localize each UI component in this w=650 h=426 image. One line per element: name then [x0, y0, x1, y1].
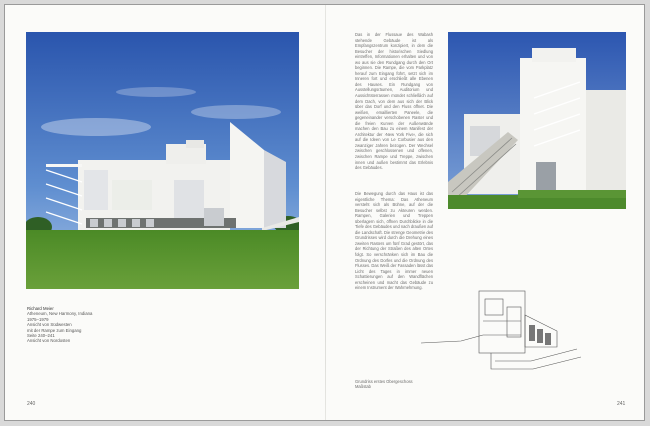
- page-gutter: [325, 5, 326, 420]
- caption-line: Ansicht von Südwesten: [27, 322, 72, 328]
- plan-caption: [355, 379, 455, 389]
- body-paragraph: Die Bewegung durch das Haus ist das eigentliche Thema: Das Atheneum versteht sich als Bühne, auf der die Besucher selbst zu Akteuren werden. Rampen, Galerien und Treppen überlagern sich, öffnen Durchblicke in die Tiefe des Gebäudes und nach draußen auf die Landschaft. Die strenge Geometrie des Grundrisses wird durch die Drehung eines zweiten Rasters um fünf Grad gestört, das der Richtung der Straßen des alten Ortes folgt. So verschränken sich im Bau die Ordnung des Dorfes und die Ordnung des Flusses. Das Weiß der Fassaden lässt das Licht des Tages in immer neuen Schattierungen auf den Wandflächen erscheinen und macht das Gebäude zu einem Instrument der Wahrnehmung.: [355, 191, 433, 291]
- stair-detail-photo: [448, 32, 626, 209]
- book-spread: [4, 4, 645, 421]
- caption-line: Seite 240–241: [27, 333, 55, 339]
- caption-architect: Richard Meier: [27, 306, 54, 311]
- text-column-top: [355, 32, 433, 180]
- caption-line: mit der Rampe zum Eingang: [27, 327, 82, 333]
- page-number-left: 240: [27, 401, 36, 407]
- caption-years: 1975–1979: [27, 316, 49, 322]
- photo-caption: [27, 306, 137, 344]
- body-paragraph: Das in der Flussaue des Wabash stehende Gebäude ist als Empfangszentrum konzipiert, in dem die Besucher der historischen Siedlung eintreffen, Informationen erhalten und von wo aus sie den Rundgang durch den Ort beginnen. Die Rampe, die vom Parkplatz herauf zum Eingang führt, setzt sich im Inneren fort und erschließt alle Ebenen des Hauses. Ein Rundgang von Ausstellungsräumen, Auditorium und Aussichtsterrassen mündet schließlich auf dem Dach, von dem aus sich der Blick über das Dorf und den Fluss öffnet. Die weißen, emaillierten Paneele, die gegeneinander verschobenen Raster und die freien Kurven der Außenwände machen den Bau zu einem Manifest der Architektur der ›New York Five‹, die sich auf die Ideen von Le Corbusier aus den zwanziger Jahren bezogen. Der Wechsel zwischen geschlossenen und offenen, zwischen Rampe und Treppe, zwischen innen und außen bestimmt das Erlebnis des Gebäudes.: [355, 32, 433, 171]
- plan-caption-line: Maßstab: [355, 384, 371, 390]
- main-building-photo: [26, 32, 299, 289]
- plan-caption-line: Grundriss erstes Obergeschoss: [355, 379, 413, 384]
- caption-line: Ansicht von Nordosten: [27, 338, 71, 344]
- floor-plan-drawing: [421, 285, 581, 385]
- page-number-right: 241: [617, 401, 626, 407]
- caption-title: Atheneum, New Harmony, Indiana: [27, 311, 93, 317]
